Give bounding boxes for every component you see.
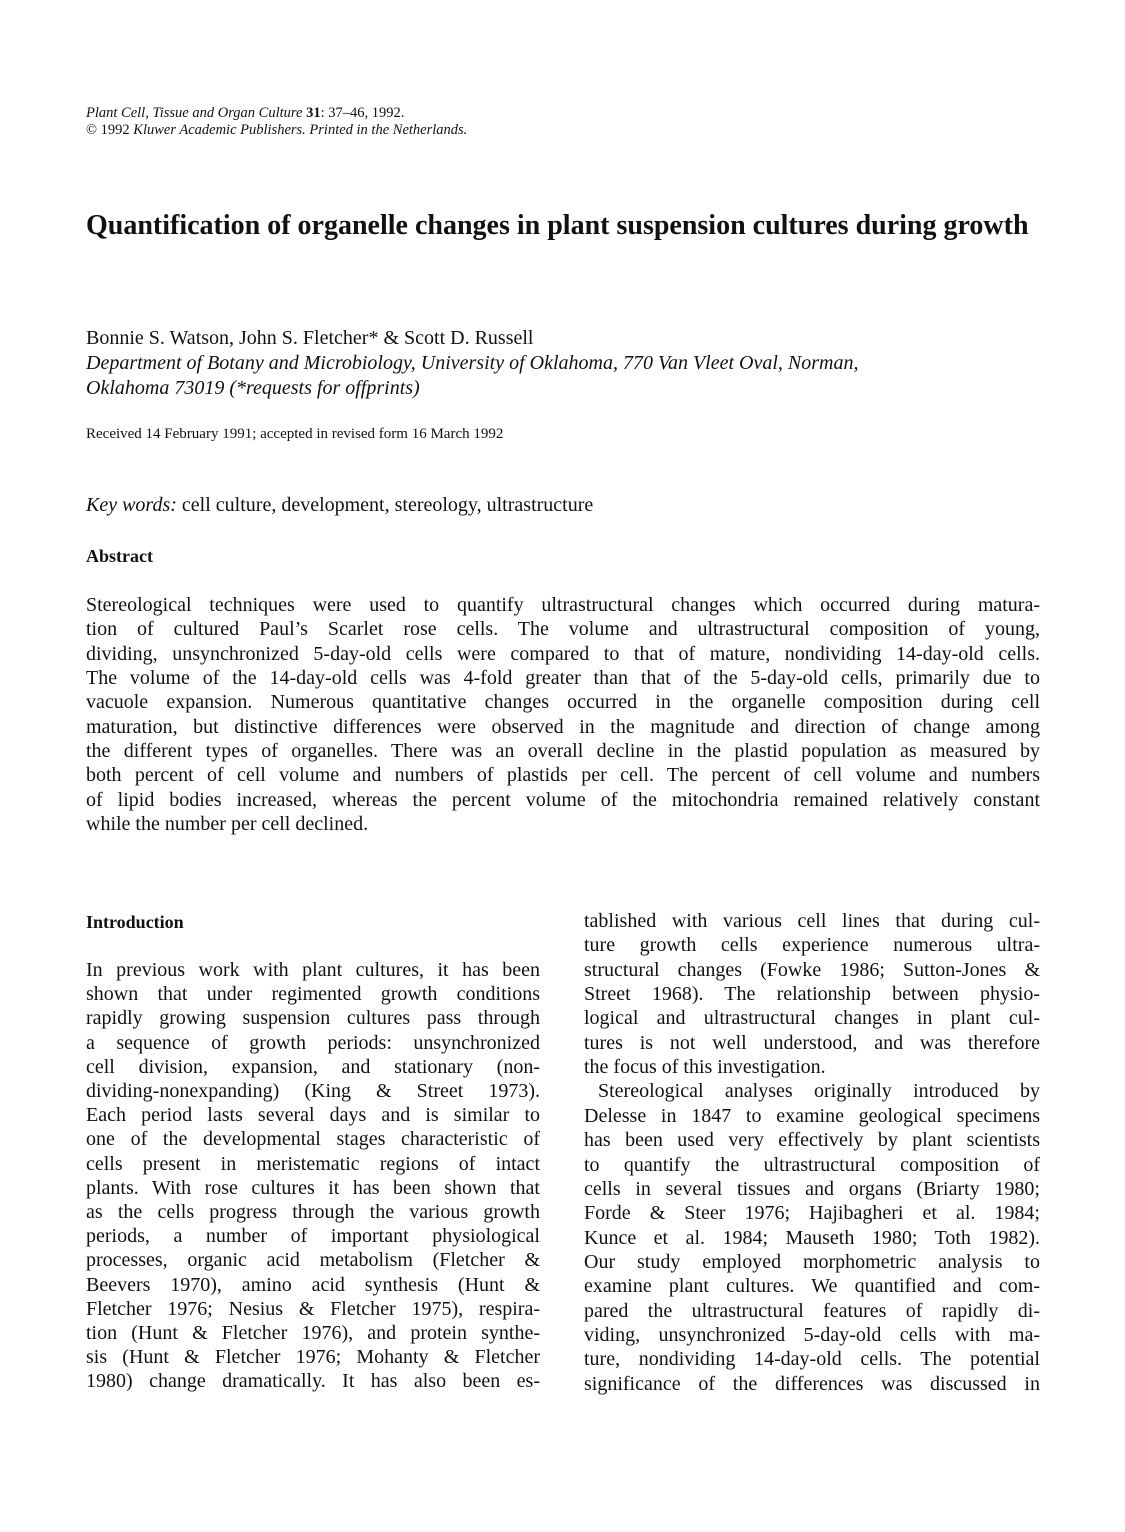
text-line: tablished with various cell lines that during cul- bbox=[584, 910, 1040, 932]
text-line: one of the developmental stages characteristic of bbox=[86, 1128, 540, 1151]
text-line: rapidly growing suspension cultures pass through bbox=[86, 1007, 540, 1030]
text-line: dividing, unsynchronized 5-day-old cells were compared to that of mature, nondividing 14-day-old cells. bbox=[86, 642, 1040, 665]
text-line: the focus of this investigation. bbox=[584, 1056, 826, 1079]
text-line: the different types of organelles. There was an overall decline in the plastid population as measured by bbox=[86, 740, 1040, 763]
authors: Bonnie S. Watson, John S. Fletcher* & Scott D. Russell bbox=[86, 327, 534, 349]
keywords-list: cell culture, development, stereology, ultrastructure bbox=[181, 494, 594, 516]
text-line: a sequence of growth periods: unsynchronized bbox=[86, 1031, 540, 1054]
text-line: structural changes (Fowke 1986; Sutton-Jones & bbox=[584, 958, 1040, 981]
text-line: Delesse in 1847 to examine geological specimens bbox=[584, 1104, 1040, 1127]
text-line: Stereological techniques were used to quantify ultrastructural changes which occurred during matura- bbox=[86, 594, 1040, 616]
affiliation-line-1: Department of Botany and Microbiology, University of Oklahoma, 770 Van Vleet Oval, Norman, bbox=[86, 352, 859, 374]
text-line: of lipid bodies increased, whereas the percent volume of the mitochondria remained relatively constant bbox=[86, 788, 1040, 811]
text-line: logical and ultrastructural changes in plant cul- bbox=[584, 1007, 1040, 1030]
journal-name: Plant Cell, Tissue and Organ Culture bbox=[86, 105, 303, 121]
text-line: both percent of cell volume and numbers of plastids per cell. The percent of cell volume and numbers bbox=[86, 764, 1040, 787]
text-line: Stereological analyses originally introduced by bbox=[598, 1080, 1040, 1103]
text-line: tures is not well understood, and was therefore bbox=[584, 1031, 1040, 1054]
copyright-line bbox=[86, 122, 467, 139]
text-line: viding, unsynchronized 5-day-old cells with ma- bbox=[584, 1323, 1040, 1346]
keywords bbox=[86, 493, 593, 518]
copyright-year: 1992 bbox=[97, 122, 134, 138]
text-line: processes, organic acid metabolism (Fletcher & bbox=[86, 1249, 540, 1272]
text-line: while the number per cell declined. bbox=[86, 813, 369, 836]
text-line: cells present in meristematic regions of intact bbox=[86, 1152, 540, 1175]
affiliation-line-2: Oklahoma 73019 (*requests for offprints) bbox=[86, 377, 420, 399]
text-line: as the cells progress through the various growth bbox=[86, 1201, 540, 1223]
text-line: tion of cultured Paul’s Scarlet rose cells. The volume and ultrastructural composition of young, bbox=[86, 618, 1040, 641]
text-line: examine plant cultures. We quantified and com- bbox=[584, 1275, 1040, 1298]
text-line: sis (Hunt & Fletcher 1976; Mohanty & Fletcher bbox=[86, 1346, 540, 1369]
text-line: significance of the differences was discussed in bbox=[584, 1372, 1040, 1395]
text-line: Forde & Steer 1976; Hajibagheri et al. 1984; bbox=[584, 1202, 1040, 1225]
journal-citation bbox=[86, 105, 404, 122]
text-line: Our study employed morphometric analysis to bbox=[584, 1250, 1040, 1273]
journal-volume: 31 bbox=[306, 105, 321, 121]
copyright-icon: © bbox=[86, 122, 98, 138]
abstract-heading: Abstract bbox=[86, 546, 153, 566]
text-line: 1980) change dramatically. It has also been es- bbox=[86, 1370, 540, 1393]
article-title: Quantification of organelle changes in plant suspension cultures during growth bbox=[86, 210, 1029, 241]
publisher: Kluwer Academic Publishers. Printed in the Netherlands. bbox=[133, 122, 468, 138]
text-line: cell division, expansion, and stationary (non- bbox=[86, 1055, 540, 1078]
text-line: dividing-nonexpanding) (King & Street 1973). bbox=[86, 1080, 540, 1102]
text-line: Fletcher 1976; Nesius & Fletcher 1975), respira- bbox=[86, 1297, 540, 1320]
text-line: ture growth cells experience numerous ultra- bbox=[584, 934, 1040, 957]
text-line: maturation, but distinctive differences were observed in the magnitude and direction of change among bbox=[86, 715, 1040, 738]
text-line: Street 1968). The relationship between physio- bbox=[584, 983, 1040, 1006]
text-line: Beevers 1970), amino acid synthesis (Hunt & bbox=[86, 1273, 540, 1296]
journal-pages: : 37–46, 1992. bbox=[320, 105, 405, 121]
text-line: ture, nondividing 14-day-old cells. The potential bbox=[584, 1348, 1040, 1371]
text-line: cells in several tissues and organs (Briarty 1980; bbox=[584, 1177, 1040, 1200]
text-line: The volume of the 14-day-old cells was 4-fold greater than that of the 5-day-old cells, primarily due to bbox=[86, 667, 1040, 690]
text-line: has been used very effectively by plant scientists bbox=[584, 1129, 1040, 1152]
text-line: shown that under regimented growth conditions bbox=[86, 983, 540, 1006]
introduction-heading: Introduction bbox=[86, 912, 184, 932]
text-line: to quantify the ultrastructural composition of bbox=[584, 1153, 1040, 1176]
text-line: tion (Hunt & Fletcher 1976), and protein synthe- bbox=[86, 1322, 540, 1344]
received-dates: Received 14 February 1991; accepted in revised form 16 March 1992 bbox=[86, 426, 504, 442]
text-line: Each period lasts several days and is similar to bbox=[86, 1104, 540, 1127]
text-line: pared the ultrastructural features of rapidly di- bbox=[584, 1299, 1040, 1322]
text-line: vacuole expansion. Numerous quantitative changes occurred in the organelle composition during cell bbox=[86, 691, 1040, 714]
text-line: periods, a number of important physiological bbox=[86, 1225, 540, 1248]
keywords-label: Key words: bbox=[86, 494, 177, 516]
text-line: plants. With rose cultures it has been shown that bbox=[86, 1176, 540, 1199]
text-line: In previous work with plant cultures, it has been bbox=[86, 959, 540, 981]
text-line: Kunce et al. 1984; Mauseth 1980; Toth 1982). bbox=[584, 1226, 1040, 1249]
